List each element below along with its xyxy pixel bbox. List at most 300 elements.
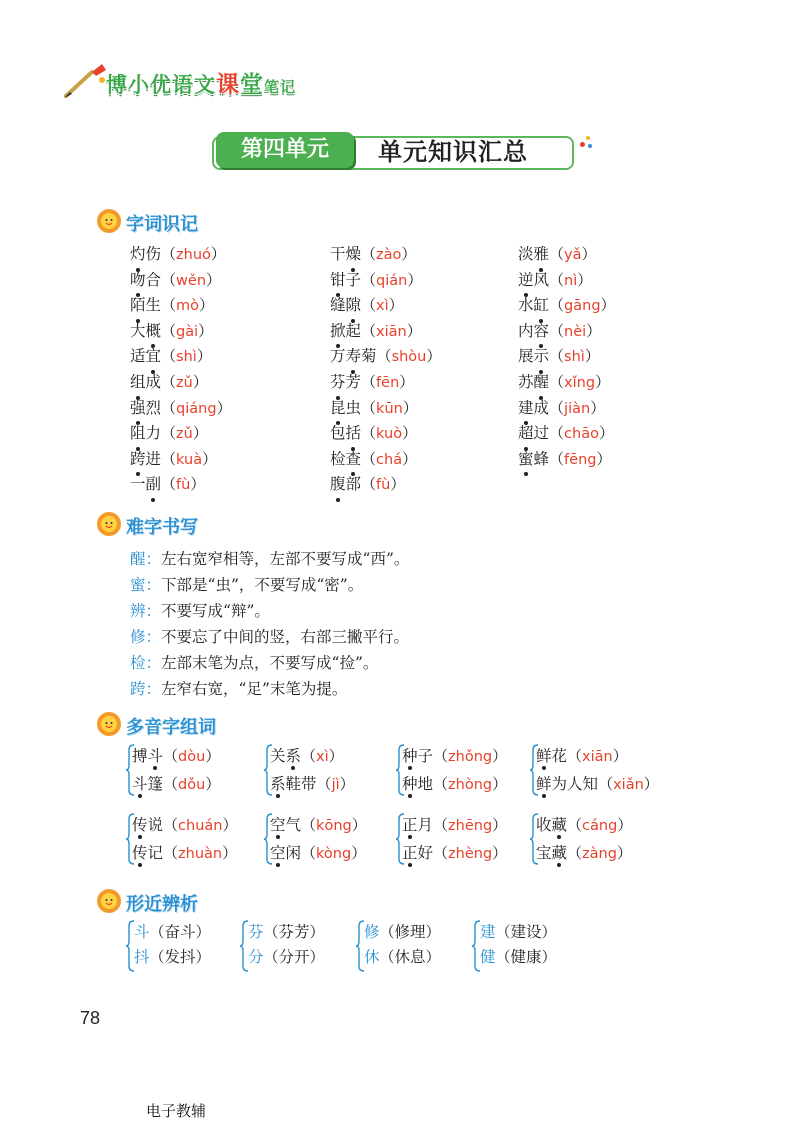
paren: （ — [361, 321, 377, 340]
word-char: 括 — [346, 421, 362, 447]
paren: （ — [376, 347, 392, 366]
paren: （ — [549, 321, 565, 340]
pinyin: kòng — [316, 846, 352, 862]
word-char: 检 — [330, 449, 346, 468]
paren: （ — [361, 449, 377, 468]
footer-text: 电子教辅 — [146, 1102, 207, 1120]
word-char: 万 — [330, 347, 346, 366]
paren: （ — [433, 775, 449, 793]
paren: ） — [351, 844, 367, 862]
polyphonic-item — [270, 744, 344, 766]
similar-word: 修理 — [394, 923, 426, 941]
writing-note — [130, 650, 409, 676]
word-char: 闲 — [285, 844, 302, 862]
similar-char: 建 — [480, 923, 496, 941]
note-char: 检： — [130, 654, 162, 672]
word-char: 灼 — [130, 242, 146, 268]
vocab-item — [130, 370, 232, 396]
vocab-item — [518, 396, 616, 422]
paren: ） — [643, 775, 659, 793]
word-char: 空 — [270, 813, 286, 835]
word-char: 隙 — [346, 293, 362, 319]
polyphonic-item — [536, 841, 632, 863]
paren: （ — [567, 816, 583, 834]
pinyin: xì — [316, 749, 329, 765]
paren: （ — [161, 296, 177, 315]
pinyin: kuà — [176, 451, 203, 468]
emphasis-dot — [276, 794, 280, 798]
word-char: 缸 — [534, 293, 550, 319]
vocab-item — [330, 370, 441, 396]
vocab-item — [330, 421, 441, 447]
word-char: 展 — [518, 347, 534, 366]
polyphonic-item — [132, 841, 237, 863]
paren: （ — [549, 449, 565, 468]
word-char: 关 — [270, 747, 286, 765]
paren: ） — [492, 844, 508, 862]
paren: ） — [590, 398, 606, 417]
pinyin: gāng — [564, 298, 601, 315]
similar-item — [248, 945, 325, 967]
paren: ） — [309, 948, 325, 966]
paren: （ — [301, 816, 317, 834]
similar-char: 芬 — [248, 923, 264, 941]
paren: （ — [263, 923, 279, 941]
pinyin: shì — [564, 349, 585, 366]
pinyin: shòu — [391, 349, 427, 366]
word-char: 子 — [417, 747, 434, 765]
word-char: 伤 — [145, 245, 162, 263]
pinyin: zhuó — [176, 247, 211, 263]
word-char: 内 — [518, 321, 534, 340]
paren: ） — [222, 844, 238, 862]
paren: （ — [549, 398, 565, 417]
word-char: 力 — [145, 424, 162, 443]
word-char: 醒 — [534, 370, 550, 396]
paren: （ — [379, 923, 395, 941]
paren: （ — [379, 948, 395, 966]
polyphonic-item — [270, 813, 367, 835]
paren: （ — [161, 398, 177, 417]
vocab-item — [130, 396, 232, 422]
word-char: 斗 — [148, 744, 164, 766]
vocab-item — [518, 293, 616, 319]
word-char: 系 — [270, 772, 286, 794]
word-char: 传 — [132, 841, 148, 863]
vocab-item — [518, 344, 616, 370]
paren: （ — [161, 347, 177, 366]
word-char: 成 — [145, 372, 162, 391]
paren: （ — [495, 948, 511, 966]
emphasis-dot — [557, 863, 561, 867]
pinyin: dòu — [178, 749, 206, 765]
vocab-item — [130, 242, 232, 268]
word-char: 寿 — [346, 344, 362, 370]
word-char: 种 — [402, 744, 418, 766]
pinyin: xǐng — [564, 374, 596, 391]
vocab-item — [518, 268, 616, 294]
emphasis-dot — [138, 794, 142, 798]
writing-note — [130, 572, 409, 598]
paren: （ — [263, 948, 279, 966]
pinyin: fù — [176, 477, 191, 494]
paren: ） — [210, 245, 226, 263]
paren: （ — [361, 296, 377, 315]
paren: （ — [433, 816, 449, 834]
word-char: 正 — [402, 813, 418, 835]
note-text: 不要忘了中间的竖，右部三撇平行。 — [161, 628, 410, 646]
similar-word: 健康 — [510, 948, 542, 966]
note-char: 蜜： — [130, 576, 162, 594]
word-char: 雅 — [534, 242, 550, 268]
paren: ） — [584, 347, 600, 366]
sun-icon — [96, 511, 122, 537]
word-char: 建 — [518, 396, 534, 422]
section-title: 难字书写 — [126, 517, 198, 538]
word-char: 月 — [417, 816, 434, 834]
word-char: 掀 — [330, 319, 346, 345]
vocab-column-3 — [518, 242, 616, 472]
pinyin: xiǎn — [613, 777, 644, 793]
word-char: 容 — [534, 319, 550, 345]
vocab-item — [518, 447, 616, 473]
word-char: 蜜 — [518, 447, 534, 473]
paren: ） — [388, 296, 404, 315]
section-title: 多音字组词 — [126, 717, 216, 738]
paren: （ — [361, 270, 377, 289]
paren: ） — [617, 816, 633, 834]
word-char: 适 — [130, 347, 146, 366]
word-char: 斗 — [132, 772, 148, 794]
polyphonic-item — [270, 841, 366, 863]
pinyin: cáng — [582, 818, 618, 834]
word-char: 腹 — [330, 472, 346, 498]
emphasis-dot — [276, 835, 280, 839]
paren: ） — [199, 296, 215, 315]
paren: ） — [406, 321, 422, 340]
paren: ） — [206, 270, 222, 289]
word-char: 好 — [417, 844, 434, 862]
paren: ） — [595, 372, 611, 391]
paren: ） — [309, 923, 325, 941]
paren: （ — [163, 844, 179, 862]
note-char: 跨： — [130, 680, 162, 698]
paren: （ — [567, 844, 583, 862]
note-char: 醒： — [130, 550, 162, 568]
word-char: 系 — [286, 744, 302, 766]
paren: ） — [192, 372, 208, 391]
emphasis-dot — [153, 766, 157, 770]
word-char: 水 — [518, 296, 534, 315]
paren: ） — [205, 775, 221, 793]
word-char: 气 — [285, 816, 302, 834]
decor-dots-icon — [580, 136, 594, 150]
word-char: 鲜 — [536, 772, 552, 794]
word-char: 人 — [567, 775, 583, 793]
emphasis-dot — [408, 766, 412, 770]
similar-char: 修 — [364, 923, 380, 941]
emphasis-dot — [408, 863, 412, 867]
page-title: 单元知识汇总 — [378, 138, 528, 166]
section-title: 形近辨析 — [126, 894, 198, 915]
polyphonic-item — [402, 772, 507, 794]
word-char: 烈 — [145, 398, 162, 417]
paren: ） — [616, 844, 632, 862]
paren: （ — [161, 245, 177, 263]
vocab-item — [130, 472, 232, 498]
paren: ） — [402, 398, 418, 417]
paren: （ — [301, 844, 317, 862]
paren: ） — [612, 747, 628, 765]
similar-char: 抖 — [134, 948, 150, 966]
paren: ） — [581, 245, 597, 263]
paren: ） — [598, 424, 614, 443]
vocab-item — [130, 447, 232, 473]
word-char: 跨 — [130, 447, 146, 473]
paren: ） — [192, 424, 208, 443]
paren: （ — [549, 296, 565, 315]
polyphonic-item — [536, 744, 628, 766]
vocab-item — [330, 293, 441, 319]
vocab-item — [130, 268, 232, 294]
word-char: 花 — [551, 747, 568, 765]
word-char: 藏 — [552, 813, 568, 835]
note-text: 下部是“虫”，不要写成“密”。 — [161, 576, 364, 594]
paren: ） — [196, 347, 212, 366]
paren: ） — [339, 775, 355, 793]
paren: ） — [492, 816, 508, 834]
paren: ） — [425, 923, 441, 941]
pinyin: xiān — [582, 749, 613, 765]
word-char: 为 — [551, 775, 568, 793]
paren: （ — [549, 424, 565, 443]
brush-icon — [62, 62, 110, 100]
writing-note — [130, 598, 409, 624]
unit-tag: 第四单元 — [216, 132, 354, 168]
pinyin: kuò — [376, 426, 403, 443]
word-char: 记 — [147, 844, 164, 862]
paren: ） — [216, 398, 232, 417]
emphasis-dot — [524, 472, 528, 476]
paren: ） — [222, 816, 238, 834]
pinyin: chá — [376, 451, 403, 468]
paren: ） — [586, 321, 602, 340]
similar-word: 分开 — [278, 948, 310, 966]
word-char: 干 — [330, 245, 346, 263]
paren: （ — [433, 747, 449, 765]
word-char: 蜂 — [533, 449, 550, 468]
word-char: 地 — [417, 775, 434, 793]
paren: ） — [195, 948, 211, 966]
pinyin: zàng — [582, 846, 617, 862]
similar-word: 休息 — [394, 948, 426, 966]
pinyin: zǔ — [176, 374, 193, 391]
similar-word: 奋斗 — [164, 923, 196, 941]
polyphonic-item — [402, 841, 507, 863]
paren: ） — [541, 923, 557, 941]
paren: ） — [399, 372, 415, 391]
word-char: 示 — [534, 344, 550, 370]
paren: （ — [149, 948, 165, 966]
writing-note — [130, 546, 409, 572]
similar-item — [364, 920, 441, 942]
pinyin: zhǒng — [448, 749, 493, 765]
vocab-item — [130, 344, 232, 370]
pinyin: zǔ — [176, 426, 193, 443]
word-char: 大 — [130, 321, 146, 340]
paren: ） — [492, 775, 508, 793]
paren: （ — [567, 747, 583, 765]
paren: ） — [202, 449, 218, 468]
word-char: 芬 — [330, 370, 346, 396]
pinyin: zhèng — [448, 846, 493, 862]
similar-word: 发抖 — [164, 948, 196, 966]
word-char: 陌 — [130, 293, 146, 319]
emphasis-dot — [408, 794, 412, 798]
paren: ） — [402, 424, 418, 443]
vocab-item — [330, 396, 441, 422]
word-char: 部 — [345, 475, 362, 494]
pinyin: gài — [176, 323, 199, 340]
similar-word: 建设 — [510, 923, 542, 941]
logo-text: 博小优语文课堂笔记 — [106, 72, 297, 98]
pinyin: jì — [331, 777, 340, 793]
word-char: 组 — [130, 370, 146, 396]
paren: ） — [600, 296, 616, 315]
word-char: 鞋 — [285, 775, 302, 793]
word-char: 逆 — [518, 268, 534, 294]
paren: （ — [161, 449, 177, 468]
note-text: 左部末笔为点，不要写成“捡”。 — [161, 654, 379, 672]
similar-word: 芬芳 — [278, 923, 310, 941]
paren: （ — [161, 270, 177, 289]
polyphonic-item — [402, 744, 507, 766]
paren: ） — [328, 747, 344, 765]
note-text: 左右宽窄相等，左部不要写成“西”。 — [161, 550, 410, 568]
word-char: 芳 — [345, 372, 362, 391]
word-char: 风 — [533, 270, 550, 289]
polyphonic-item — [132, 813, 238, 835]
paren: （ — [316, 775, 332, 793]
paren: ） — [402, 449, 418, 468]
pinyin: qiáng — [176, 400, 217, 417]
similar-char: 健 — [480, 948, 496, 966]
word-char: 成 — [533, 398, 550, 417]
paren: ） — [541, 948, 557, 966]
pinyin: nèi — [564, 323, 587, 340]
vocab-item — [518, 242, 616, 268]
paren: （ — [549, 347, 565, 366]
paren: （ — [161, 321, 177, 340]
pinyin: kōng — [316, 818, 352, 834]
paren: （ — [495, 923, 511, 941]
paren: ） — [390, 475, 406, 494]
header-logo — [62, 62, 322, 102]
vocab-item — [518, 370, 616, 396]
similar-char: 斗 — [134, 923, 150, 941]
paren: ） — [195, 923, 211, 941]
vocab-item — [330, 319, 441, 345]
vocab-column-2 — [330, 242, 441, 498]
word-char: 昆 — [330, 396, 346, 422]
word-char: 子 — [345, 270, 362, 289]
word-char: 知 — [582, 775, 599, 793]
similar-item — [248, 920, 325, 942]
pinyin: zào — [376, 247, 402, 263]
vocab-item — [330, 472, 441, 498]
similar-item — [480, 945, 557, 967]
word-char: 传 — [132, 813, 148, 835]
paren: （ — [361, 245, 377, 263]
vocab-item — [130, 319, 232, 345]
page-number: 78 — [80, 1008, 101, 1028]
vocab-item — [330, 268, 441, 294]
paren: ） — [577, 270, 593, 289]
word-char: 钳 — [330, 268, 346, 294]
word-char: 燥 — [346, 242, 362, 268]
word-char: 强 — [130, 396, 146, 422]
word-char: 淡 — [518, 245, 534, 263]
word-char: 合 — [145, 270, 162, 289]
vocab-item — [130, 293, 232, 319]
writing-notes — [130, 546, 409, 702]
paren: ） — [425, 948, 441, 966]
word-char: 一 — [130, 475, 146, 494]
similar-item — [134, 945, 211, 967]
word-char: 种 — [402, 772, 418, 794]
word-char: 进 — [145, 449, 162, 468]
paren: ） — [596, 449, 612, 468]
polyphonic-item — [270, 772, 355, 794]
pinyin: kūn — [376, 400, 403, 417]
word-char: 空 — [270, 841, 286, 863]
paren: （ — [361, 475, 377, 494]
word-char: 苏 — [518, 372, 534, 391]
emphasis-dot — [542, 766, 546, 770]
sun-icon — [96, 711, 122, 737]
emphasis-dot — [138, 835, 142, 839]
paren: （ — [433, 844, 449, 862]
word-char: 收 — [536, 816, 552, 834]
vocab-item — [518, 319, 616, 345]
emphasis-dot — [408, 835, 412, 839]
word-char: 起 — [345, 321, 362, 340]
word-char: 阻 — [130, 421, 146, 447]
word-char: 生 — [145, 296, 162, 315]
pinyin: mò — [176, 298, 200, 315]
paren: （ — [361, 398, 377, 417]
word-char: 藏 — [552, 841, 568, 863]
section-title: 字词识记 — [126, 214, 198, 235]
writing-note — [130, 676, 409, 702]
paren: ） — [190, 475, 206, 494]
word-char: 吻 — [130, 268, 146, 294]
pinyin: nì — [564, 272, 578, 289]
pinyin: fēng — [564, 451, 597, 468]
pinyin: zhuàn — [178, 846, 223, 862]
word-char: 查 — [346, 447, 362, 473]
pinyin: wěn — [176, 272, 207, 289]
emphasis-dot — [291, 766, 295, 770]
paren: （ — [549, 372, 565, 391]
pinyin: qián — [376, 272, 408, 289]
polyphonic-item — [536, 813, 632, 835]
word-char: 说 — [147, 816, 164, 834]
paren: （ — [549, 270, 565, 289]
pinyin: shì — [176, 349, 197, 366]
word-char: 宜 — [146, 344, 162, 370]
emphasis-dot — [138, 863, 142, 867]
